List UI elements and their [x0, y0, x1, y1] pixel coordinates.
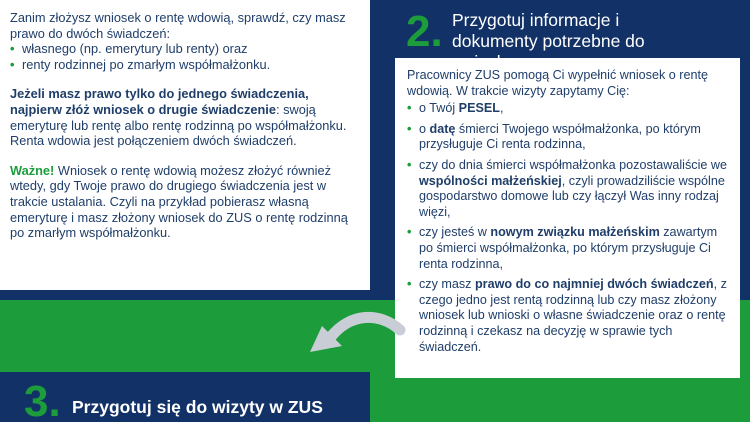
list-item: [407, 277, 732, 355]
list-item-text: czy do dnia śmierci współmałżonka pozostawaliście we wspólności małżeńskiej, czyli prowadziliście wspólne gospodarstwo domowe lub czy łączył Was inny rodzaj więzi,: [419, 157, 727, 219]
eligibility-card: [0, 0, 370, 290]
bullet-dot-icon: •: [407, 157, 412, 172]
important-text: Wniosek o rentę wdowią możesz złożyć również wtedy, gdy Twoje prawo do drugiego świadczenia jest w trakcie ustalania. Czyli na przykład pobierasz własną emeryturę i masz złożony wniosek do ZUS o rentę rodzinną po zmarłym współmałżonku.: [10, 162, 348, 241]
one-benefit-rest: : swoją emeryturę lub rentę albo rentę rodzinną po współmałżonku. Renta wdowia jest połączeniem dwóch świadczeń.: [10, 101, 347, 149]
list-item: [407, 122, 732, 153]
list-item-text: renty rodzinnej po zmarłym współmałżonku.: [22, 56, 271, 72]
one-benefit-bold: Jeżeli masz prawo tylko do jednego świadczenia, najpierw złóż wniosek o drugie świadczenie: [10, 86, 309, 117]
bullet-dot-icon: •: [10, 41, 15, 57]
one-benefit-paragraph: [10, 86, 360, 148]
list-item-text: o Twój PESEL,: [419, 101, 504, 116]
documents-intro: Pracownicy ZUS pomogą Ci wypełnić wniosek o rentę wdowią. W trakcie wizyty zapytamy Cię:: [407, 68, 708, 98]
list-item: [407, 158, 732, 220]
bullet-dot-icon: •: [10, 56, 15, 72]
step-2-title: Przygotuj informacje i dokumenty potrzebne do: [452, 10, 645, 51]
list-item: [10, 41, 360, 57]
list-item: [407, 225, 732, 272]
curved-arrow-icon: [300, 300, 410, 370]
eligibility-intro: Zanim złożysz wniosek o rentę wdowią, sprawdź, czy masz prawo do dwóch świadczeń:: [10, 10, 346, 41]
list-item-text: czy masz prawo do co najmniej dwóch świadczeń, z czego jedno jest rentą rodzinną lub czy masz złożony wniosek lub wnioski o własne świadczenie oraz o rentę rodzinną i czekasz na decyzję w sprawie tych świadczeń.: [419, 277, 727, 354]
list-item-text: o datę śmierci Twojego współmałżonka, po którym przysługuje Ci renta rodzinna,: [419, 121, 701, 152]
step-3-number: 3.: [24, 377, 61, 422]
bullet-dot-icon: •: [407, 277, 412, 292]
step-2-number: 2.: [406, 7, 443, 56]
step-3-title: Przygotuj się do wizyty w ZUS: [72, 397, 323, 417]
documents-card: [395, 58, 740, 378]
important-paragraph: [10, 163, 360, 241]
important-label: Ważne!: [10, 162, 55, 178]
bullet-dot-icon: •: [407, 101, 412, 116]
bullet-dot-icon: •: [407, 225, 412, 240]
bullet-dot-icon: •: [407, 121, 412, 136]
list-item: [10, 57, 360, 73]
step-3-header: [0, 372, 370, 422]
list-item-text: czy jesteś w nowym związku małżeńskim zawartym po śmierci współmałżonka, po którym przysługuje Ci renta rodzinna,: [419, 225, 718, 271]
list-item-text: własnego (np. emerytury lub renty) oraz: [22, 41, 248, 57]
list-item: [407, 101, 732, 117]
